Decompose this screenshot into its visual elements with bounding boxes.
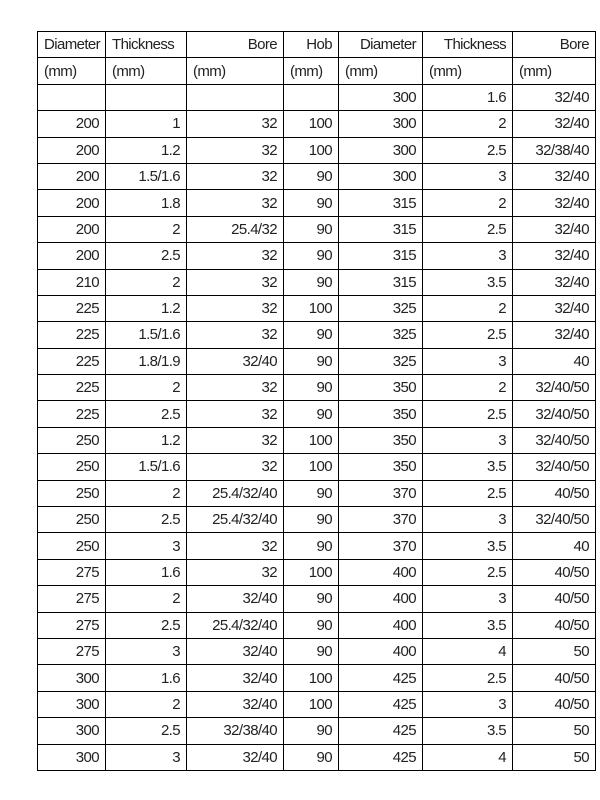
cell-bore-2: 32/40 xyxy=(513,322,596,348)
cell-hob: 90 xyxy=(284,638,339,664)
cell-thickness-2: 3.5 xyxy=(423,612,513,638)
table-row xyxy=(38,586,596,612)
cell-diameter-2: 325 xyxy=(339,322,423,348)
cell-diameter-2: 370 xyxy=(339,533,423,559)
table-row xyxy=(38,691,596,717)
cell-diameter-2: 350 xyxy=(339,401,423,427)
cell-bore: 32/40 xyxy=(187,744,284,770)
cell-thickness: 2.5 xyxy=(106,507,187,533)
cell-thickness: 2 xyxy=(106,269,187,295)
cell-thickness xyxy=(106,84,187,110)
header-thickness: Thickness xyxy=(423,32,513,58)
table-row xyxy=(38,427,596,453)
cell-bore-2: 32/40/50 xyxy=(513,507,596,533)
cell-diameter-2: 325 xyxy=(339,295,423,321)
cell-diameter: 225 xyxy=(38,322,106,348)
cell-bore-2: 32/40/50 xyxy=(513,427,596,453)
cell-bore-2: 40/50 xyxy=(513,691,596,717)
header-hob: Hob xyxy=(284,32,339,58)
table-row xyxy=(38,718,596,744)
cell-thickness: 1.8 xyxy=(106,190,187,216)
cell-diameter: 300 xyxy=(38,744,106,770)
cell-thickness-2: 2 xyxy=(423,190,513,216)
table-row xyxy=(38,480,596,506)
cell-bore: 32/40 xyxy=(187,348,284,374)
cell-hob: 90 xyxy=(284,216,339,242)
cell-diameter: 275 xyxy=(38,586,106,612)
cell-thickness-2: 2.5 xyxy=(423,137,513,163)
cell-diameter-2: 315 xyxy=(339,243,423,269)
cell-thickness: 2 xyxy=(106,216,187,242)
cell-diameter: 250 xyxy=(38,454,106,480)
table-row xyxy=(38,665,596,691)
cell-hob: 100 xyxy=(284,111,339,137)
cell-hob: 100 xyxy=(284,454,339,480)
cell-diameter: 225 xyxy=(38,375,106,401)
cell-thickness-2: 2.5 xyxy=(423,216,513,242)
table-row xyxy=(38,559,596,585)
cell-bore: 32/40 xyxy=(187,665,284,691)
cell-hob: 90 xyxy=(284,744,339,770)
cell-bore: 32/40 xyxy=(187,586,284,612)
cell-bore-2: 40/50 xyxy=(513,480,596,506)
cell-thickness-2: 3 xyxy=(423,586,513,612)
cell-diameter: 225 xyxy=(38,295,106,321)
unit-cell: (mm) xyxy=(339,58,423,84)
table-row xyxy=(38,375,596,401)
cell-diameter-2: 300 xyxy=(339,163,423,189)
cell-thickness-2: 2.5 xyxy=(423,665,513,691)
cell-diameter-2: 315 xyxy=(339,190,423,216)
cell-bore-2: 32/40 xyxy=(513,190,596,216)
cell-thickness-2: 2 xyxy=(423,295,513,321)
cell-diameter: 250 xyxy=(38,533,106,559)
table-row xyxy=(38,533,596,559)
cell-bore-2: 32/40/50 xyxy=(513,454,596,480)
cell-diameter-2: 350 xyxy=(339,375,423,401)
cell-thickness: 1.8/1.9 xyxy=(106,348,187,374)
cell-diameter: 300 xyxy=(38,718,106,744)
cell-thickness-2: 1.6 xyxy=(423,84,513,110)
header-bore: Bore xyxy=(513,32,596,58)
cell-thickness-2: 4 xyxy=(423,638,513,664)
cell-bore: 32 xyxy=(187,427,284,453)
cell-bore: 25.4/32/40 xyxy=(187,612,284,638)
table-row xyxy=(38,507,596,533)
cell-thickness-2: 2 xyxy=(423,111,513,137)
cell-hob: 100 xyxy=(284,427,339,453)
table-row xyxy=(38,454,596,480)
header-thickness: Thickness xyxy=(106,32,187,58)
cell-thickness: 1.2 xyxy=(106,427,187,453)
cell-thickness-2: 2.5 xyxy=(423,401,513,427)
cell-bore-2: 50 xyxy=(513,718,596,744)
cell-thickness-2: 2.5 xyxy=(423,559,513,585)
cell-hob: 100 xyxy=(284,559,339,585)
cell-thickness: 1.5/1.6 xyxy=(106,163,187,189)
cell-thickness-2: 3 xyxy=(423,691,513,717)
table-row xyxy=(38,348,596,374)
spec-table-sheet xyxy=(37,31,596,771)
cell-bore-2: 40 xyxy=(513,348,596,374)
table-row xyxy=(38,322,596,348)
cell-bore-2: 40/50 xyxy=(513,612,596,638)
cell-thickness-2: 2.5 xyxy=(423,480,513,506)
cell-bore: 32/40 xyxy=(187,638,284,664)
table-row xyxy=(38,612,596,638)
cell-diameter-2: 400 xyxy=(339,586,423,612)
unit-cell: (mm) xyxy=(513,58,596,84)
cell-diameter: 250 xyxy=(38,480,106,506)
cell-bore: 32 xyxy=(187,111,284,137)
table-row xyxy=(38,744,596,770)
cell-diameter: 275 xyxy=(38,559,106,585)
unit-row xyxy=(38,58,596,84)
cell-bore-2: 32/40 xyxy=(513,163,596,189)
cell-thickness-2: 2 xyxy=(423,375,513,401)
table-row xyxy=(38,269,596,295)
table-row xyxy=(38,216,596,242)
cell-bore-2: 32/40 xyxy=(513,84,596,110)
cell-bore: 32 xyxy=(187,401,284,427)
cell-thickness: 1.6 xyxy=(106,559,187,585)
unit-cell: (mm) xyxy=(38,58,106,84)
cell-diameter-2: 325 xyxy=(339,348,423,374)
cell-thickness: 2.5 xyxy=(106,612,187,638)
cell-diameter: 210 xyxy=(38,269,106,295)
cell-thickness: 1.5/1.6 xyxy=(106,454,187,480)
cell-diameter-2: 370 xyxy=(339,480,423,506)
cell-thickness-2: 3.5 xyxy=(423,269,513,295)
cell-bore: 25.4/32/40 xyxy=(187,480,284,506)
header-bore: Bore xyxy=(187,32,284,58)
cell-diameter-2: 425 xyxy=(339,691,423,717)
cell-diameter: 275 xyxy=(38,612,106,638)
cell-thickness: 2.5 xyxy=(106,718,187,744)
cell-thickness-2: 3 xyxy=(423,163,513,189)
cell-thickness: 3 xyxy=(106,744,187,770)
cell-thickness: 1.2 xyxy=(106,137,187,163)
cell-thickness-2: 4 xyxy=(423,744,513,770)
cell-bore: 32 xyxy=(187,137,284,163)
cell-diameter-2: 400 xyxy=(339,638,423,664)
cell-diameter-2: 425 xyxy=(339,718,423,744)
cell-thickness: 2.5 xyxy=(106,243,187,269)
cell-thickness: 2.5 xyxy=(106,401,187,427)
cell-diameter: 200 xyxy=(38,216,106,242)
cell-bore-2: 40/50 xyxy=(513,586,596,612)
cell-bore xyxy=(187,84,284,110)
cell-hob xyxy=(284,84,339,110)
header-diameter: Diameter xyxy=(38,32,106,58)
cell-thickness-2: 3.5 xyxy=(423,454,513,480)
cell-hob: 90 xyxy=(284,190,339,216)
cell-thickness: 1 xyxy=(106,111,187,137)
header-row xyxy=(38,32,596,58)
cell-hob: 90 xyxy=(284,243,339,269)
cell-bore-2: 40/50 xyxy=(513,559,596,585)
cell-bore: 32 xyxy=(187,243,284,269)
table-row xyxy=(38,243,596,269)
cell-hob: 100 xyxy=(284,691,339,717)
cell-bore: 32 xyxy=(187,295,284,321)
cell-bore: 32 xyxy=(187,163,284,189)
cell-bore-2: 32/40 xyxy=(513,295,596,321)
cell-diameter-2: 425 xyxy=(339,744,423,770)
cell-hob: 100 xyxy=(284,665,339,691)
cell-bore-2: 40 xyxy=(513,533,596,559)
cell-diameter xyxy=(38,84,106,110)
cell-bore: 32 xyxy=(187,375,284,401)
cell-hob: 90 xyxy=(284,348,339,374)
cell-bore-2: 32/40 xyxy=(513,216,596,242)
cell-thickness-2: 2.5 xyxy=(423,322,513,348)
cell-hob: 90 xyxy=(284,401,339,427)
cell-thickness: 3 xyxy=(106,533,187,559)
cell-thickness-2: 3.5 xyxy=(423,533,513,559)
cell-bore-2: 32/38/40 xyxy=(513,137,596,163)
cell-bore: 32 xyxy=(187,559,284,585)
cell-diameter: 275 xyxy=(38,638,106,664)
unit-cell: (mm) xyxy=(284,58,339,84)
cell-hob: 100 xyxy=(284,295,339,321)
cell-thickness: 2 xyxy=(106,480,187,506)
table-row xyxy=(38,111,596,137)
cell-thickness-2: 3 xyxy=(423,427,513,453)
cell-thickness: 2 xyxy=(106,691,187,717)
cell-diameter-2: 315 xyxy=(339,269,423,295)
table-row xyxy=(38,84,596,110)
table-row xyxy=(38,190,596,216)
cell-hob: 90 xyxy=(284,163,339,189)
cell-diameter-2: 300 xyxy=(339,84,423,110)
cell-diameter: 200 xyxy=(38,137,106,163)
cell-hob: 100 xyxy=(284,137,339,163)
table-row xyxy=(38,638,596,664)
cell-diameter: 300 xyxy=(38,691,106,717)
cell-diameter-2: 400 xyxy=(339,559,423,585)
cell-bore: 32 xyxy=(187,190,284,216)
cell-thickness-2: 3 xyxy=(423,507,513,533)
header-diameter: Diameter xyxy=(339,32,423,58)
cell-diameter: 225 xyxy=(38,401,106,427)
cell-diameter: 200 xyxy=(38,163,106,189)
cell-hob: 90 xyxy=(284,322,339,348)
cell-diameter: 200 xyxy=(38,243,106,269)
cell-hob: 90 xyxy=(284,533,339,559)
cell-diameter-2: 300 xyxy=(339,111,423,137)
table-row xyxy=(38,295,596,321)
cell-thickness-2: 3 xyxy=(423,243,513,269)
cell-hob: 90 xyxy=(284,612,339,638)
cell-bore: 32 xyxy=(187,269,284,295)
cell-bore-2: 32/40 xyxy=(513,111,596,137)
cell-bore: 32 xyxy=(187,322,284,348)
cell-thickness: 3 xyxy=(106,638,187,664)
cell-diameter-2: 300 xyxy=(339,137,423,163)
cell-thickness: 2 xyxy=(106,586,187,612)
cell-diameter-2: 425 xyxy=(339,665,423,691)
cell-hob: 90 xyxy=(284,718,339,744)
unit-cell: (mm) xyxy=(423,58,513,84)
cell-bore: 32/40 xyxy=(187,691,284,717)
table-row xyxy=(38,163,596,189)
cell-diameter-2: 370 xyxy=(339,507,423,533)
cell-thickness: 2 xyxy=(106,375,187,401)
cell-diameter-2: 350 xyxy=(339,427,423,453)
table-row xyxy=(38,137,596,163)
spec-table xyxy=(37,31,596,771)
cell-diameter: 200 xyxy=(38,190,106,216)
cell-thickness: 1.6 xyxy=(106,665,187,691)
cell-hob: 90 xyxy=(284,480,339,506)
cell-bore-2: 40/50 xyxy=(513,665,596,691)
cell-bore: 32 xyxy=(187,533,284,559)
cell-diameter: 300 xyxy=(38,665,106,691)
cell-bore-2: 50 xyxy=(513,744,596,770)
unit-cell: (mm) xyxy=(106,58,187,84)
cell-hob: 90 xyxy=(284,269,339,295)
cell-diameter-2: 350 xyxy=(339,454,423,480)
cell-bore-2: 32/40/50 xyxy=(513,375,596,401)
unit-cell: (mm) xyxy=(187,58,284,84)
cell-diameter: 225 xyxy=(38,348,106,374)
cell-bore: 25.4/32 xyxy=(187,216,284,242)
cell-thickness-2: 3 xyxy=(423,348,513,374)
table-row xyxy=(38,401,596,427)
cell-hob: 90 xyxy=(284,586,339,612)
cell-bore-2: 32/40/50 xyxy=(513,401,596,427)
cell-thickness: 1.5/1.6 xyxy=(106,322,187,348)
cell-bore: 32/38/40 xyxy=(187,718,284,744)
cell-bore-2: 50 xyxy=(513,638,596,664)
cell-diameter-2: 315 xyxy=(339,216,423,242)
cell-bore: 25.4/32/40 xyxy=(187,507,284,533)
cell-diameter: 200 xyxy=(38,111,106,137)
cell-hob: 90 xyxy=(284,507,339,533)
cell-bore-2: 32/40 xyxy=(513,243,596,269)
cell-diameter-2: 400 xyxy=(339,612,423,638)
cell-diameter: 250 xyxy=(38,427,106,453)
cell-thickness-2: 3.5 xyxy=(423,718,513,744)
cell-bore: 32 xyxy=(187,454,284,480)
cell-thickness: 1.2 xyxy=(106,295,187,321)
cell-diameter: 250 xyxy=(38,507,106,533)
cell-hob: 90 xyxy=(284,375,339,401)
cell-bore-2: 32/40 xyxy=(513,269,596,295)
